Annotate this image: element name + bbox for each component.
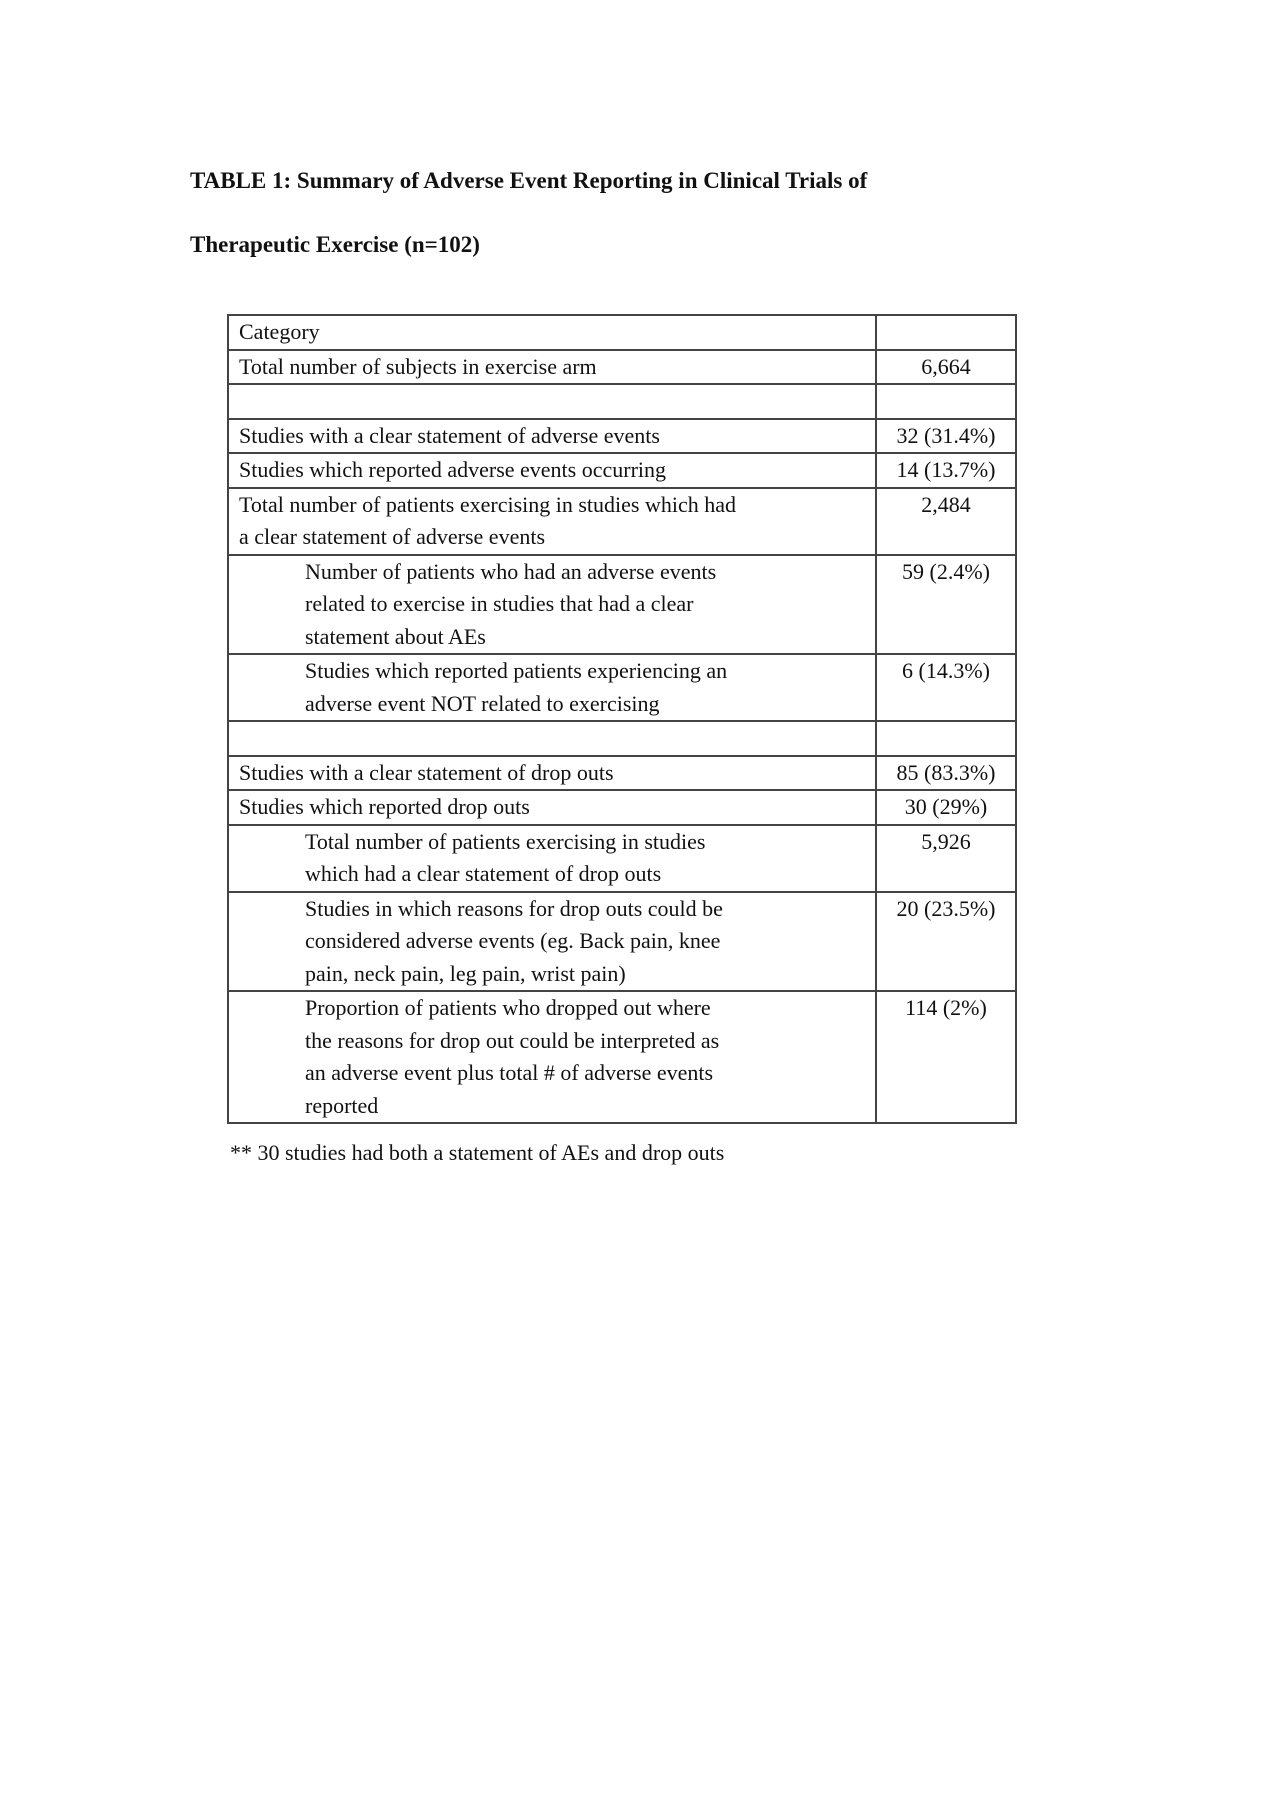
footnote: ** 30 studies had both a statement of AEs and drop outs xyxy=(230,1140,725,1165)
category-text-line: Total number of subjects in exercise arm xyxy=(239,353,597,379)
category-cell xyxy=(228,384,876,419)
table-row xyxy=(228,825,1016,892)
category-text-line: Studies in which reasons for drop outs could be xyxy=(305,895,723,921)
value-cell: 2,484 xyxy=(876,488,1016,555)
table-row xyxy=(228,654,1016,721)
category-cell xyxy=(228,654,876,721)
category-cell xyxy=(228,419,876,454)
table-row xyxy=(228,419,1016,454)
category-cell xyxy=(228,453,876,488)
category-text-line: statement about AEs xyxy=(305,623,486,649)
value-cell: 85 (83.3%) xyxy=(876,756,1016,791)
category-text-line: related to exercise in studies that had a clear xyxy=(305,591,694,616)
value-cell: 20 (23.5%) xyxy=(876,892,1016,992)
category-text-line: an adverse event plus total # of adverse events xyxy=(305,1060,714,1085)
category-text-line: considered adverse events (eg. Back pain, knee xyxy=(305,928,721,953)
table-row xyxy=(228,756,1016,791)
value-cell: 114 (2%) xyxy=(876,991,1016,1123)
value-cell: 6 (14.3%) xyxy=(876,654,1016,721)
value-cell: 30 (29%) xyxy=(876,790,1016,825)
category-text-line: Proportion of patients who dropped out where xyxy=(305,995,711,1020)
category-cell xyxy=(228,790,876,825)
category-text-line: reported xyxy=(305,1092,379,1118)
table-row xyxy=(228,350,1016,385)
category-text-line: Studies which reported drop outs xyxy=(239,794,530,819)
category-text-line: Studies which reported patients experiencing an xyxy=(305,658,728,683)
category-cell xyxy=(228,991,876,1123)
category-cell xyxy=(228,488,876,555)
category-text-line: a clear statement of adverse events xyxy=(239,524,546,549)
table-row xyxy=(228,488,1016,555)
category-text-line: Studies with a clear statement of adverse events xyxy=(239,422,660,448)
category-cell xyxy=(228,721,876,756)
category-text-line: the reasons for drop out could be interpreted as xyxy=(305,1027,720,1053)
table-row xyxy=(228,892,1016,992)
table-row xyxy=(228,991,1016,1123)
table-row xyxy=(228,790,1016,825)
table-row xyxy=(228,315,1016,350)
category-text-line: adverse event NOT related to exercising xyxy=(305,690,660,716)
table-row xyxy=(228,555,1016,655)
category-text-line: Number of patients who had an adverse events xyxy=(305,558,717,584)
category-cell xyxy=(228,756,876,791)
table-title-line-2: Therapeutic Exercise (n=102) xyxy=(190,232,480,257)
table-row xyxy=(228,384,1016,419)
value-cell xyxy=(876,721,1016,756)
category-text-line: Total number of patients exercising in studies which had xyxy=(239,491,737,517)
category-text-line: pain, neck pain, leg pain, wrist pain) xyxy=(305,960,626,986)
category-cell xyxy=(228,892,876,992)
value-cell: 59 (2.4%) xyxy=(876,555,1016,655)
table-row xyxy=(228,453,1016,488)
category-cell xyxy=(228,555,876,655)
value-cell: 5,926 xyxy=(876,825,1016,892)
value-cell: 14 (13.7%) xyxy=(876,453,1016,488)
table-title-line-1: TABLE 1: Summary of Adverse Event Reporting in Clinical Trials of xyxy=(190,168,868,193)
category-text-line: Category xyxy=(239,319,320,344)
value-cell: 32 (31.4%) xyxy=(876,419,1016,454)
category-text-line xyxy=(239,385,865,418)
adverse-event-summary-table xyxy=(227,314,1017,1124)
value-cell: 6,664 xyxy=(876,350,1016,385)
table-row xyxy=(228,721,1016,756)
value-cell xyxy=(876,384,1016,419)
category-text-line: which had a clear statement of drop outs xyxy=(305,861,662,886)
value-cell xyxy=(876,315,1016,350)
category-text-line: Studies which reported adverse events occurring xyxy=(239,457,667,482)
category-text-line xyxy=(239,722,865,755)
category-text-line: Total number of patients exercising in studies xyxy=(305,828,706,854)
category-text-line: Studies with a clear statement of drop outs xyxy=(239,759,614,785)
category-cell xyxy=(228,825,876,892)
category-cell xyxy=(228,350,876,385)
category-cell xyxy=(228,315,876,350)
